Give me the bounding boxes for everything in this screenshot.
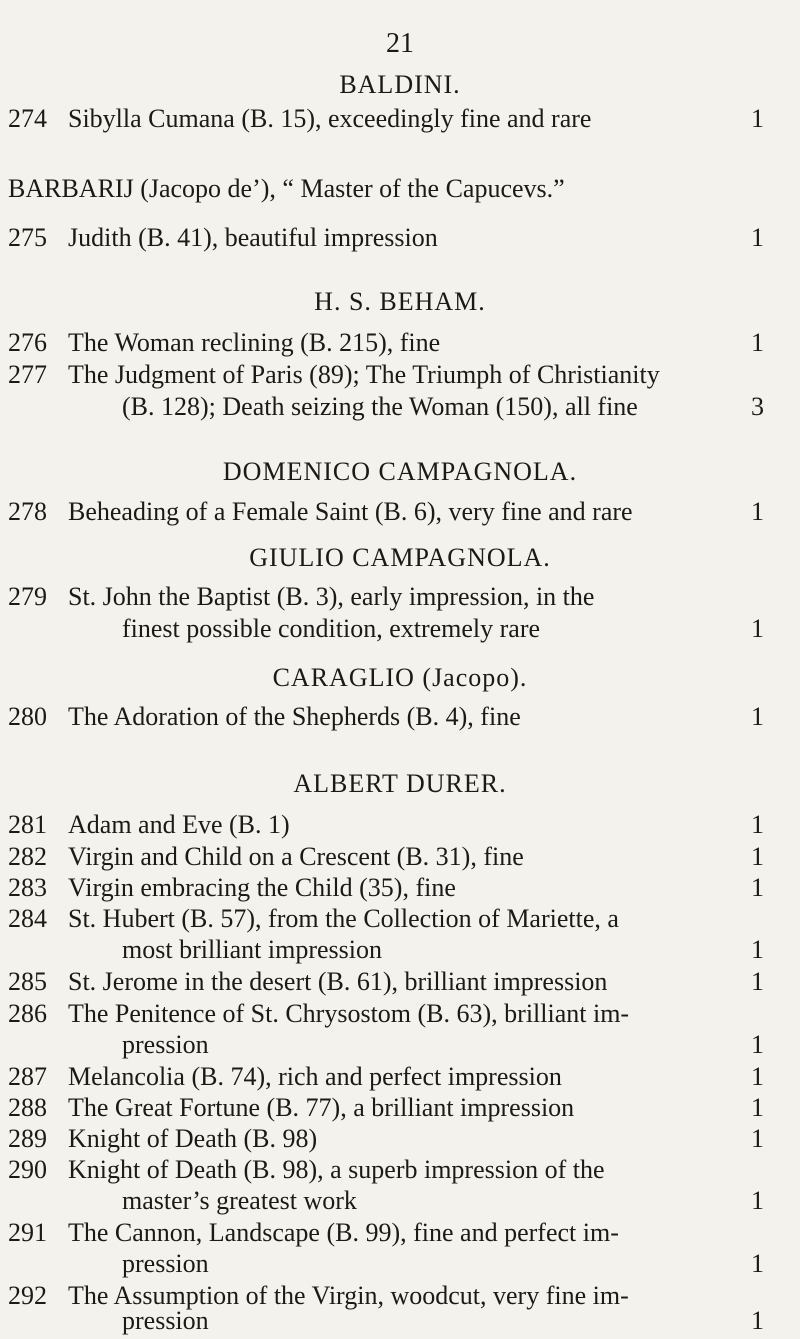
lot-number: 281	[8, 810, 47, 839]
lot-288	[0, 1093, 800, 1125]
lot-number: 283	[8, 873, 47, 902]
lot-description: (B. 128); Death seizing the Woman (150), all fine	[122, 392, 638, 421]
lot-number: 275	[8, 223, 47, 252]
lot-quantity: 1	[751, 1249, 764, 1278]
lot-292-continued	[0, 1306, 800, 1338]
lot-number: 292	[8, 1281, 47, 1310]
lot-284-continued	[0, 935, 800, 967]
section-heading-beham: H. S. BEHAM.	[314, 287, 486, 316]
lot-description: Virgin embracing the Child (35), fine	[68, 873, 456, 902]
lot-number: 285	[8, 967, 47, 996]
lot-description: The Judgment of Paris (89); The Triumph of Christianity	[68, 360, 660, 389]
lot-quantity: 1	[751, 614, 764, 643]
lot-number: 274	[8, 104, 47, 133]
lot-277	[0, 360, 800, 392]
section-heading-durer: ALBERT DURER.	[293, 769, 507, 798]
lot-description: Knight of Death (B. 98)	[68, 1124, 318, 1153]
lot-quantity: 1	[751, 497, 764, 526]
lot-description: Knight of Death (B. 98), a superb impression of the	[68, 1155, 605, 1184]
lot-number: 282	[8, 842, 47, 871]
page-number: 21	[386, 28, 414, 59]
lot-286	[0, 999, 800, 1031]
lot-number: 284	[8, 904, 47, 933]
lot-description: pression	[122, 1249, 209, 1278]
lot-quantity: 1	[751, 1062, 764, 1091]
lot-quantity: 1	[751, 935, 764, 964]
lot-quantity: 1	[751, 1186, 764, 1215]
lot-quantity: 1	[751, 967, 764, 996]
lot-description: The Assumption of the Virgin, woodcut, very fine im-	[68, 1281, 629, 1310]
lot-289	[0, 1124, 800, 1156]
lot-number: 276	[8, 328, 47, 357]
lot-number: 278	[8, 497, 47, 526]
lot-quantity: 1	[751, 223, 764, 252]
lot-291-continued	[0, 1249, 800, 1281]
lot-quantity: 1	[751, 810, 764, 839]
lot-number: 288	[8, 1093, 47, 1122]
lot-description: Virgin and Child on a Crescent (B. 31), fine	[68, 842, 524, 871]
lot-276	[0, 328, 800, 360]
section-heading-domenico-campagnola: DOMENICO CAMPAGNOLA.	[222, 457, 578, 486]
lot-283	[0, 873, 800, 905]
lot-description: Beheading of a Female Saint (B. 6), very fine and rare	[68, 497, 633, 526]
lot-277-continued	[0, 392, 800, 424]
lot-description: pression	[122, 1306, 209, 1335]
lot-quantity: 1	[751, 702, 764, 731]
lot-description: The Adoration of the Shepherds (B. 4), fine	[68, 702, 521, 731]
lot-279-continued	[0, 614, 800, 646]
section-heading-baldini: BALDINI.	[339, 70, 461, 99]
lot-290-continued	[0, 1186, 800, 1218]
lot-number: 290	[8, 1155, 47, 1184]
lot-287	[0, 1062, 800, 1094]
lot-281	[0, 810, 800, 842]
lot-description: St. Jerome in the desert (B. 61), brilliant impression	[68, 967, 608, 996]
lot-284	[0, 904, 800, 936]
lot-description: The Great Fortune (B. 77), a brilliant impression	[68, 1093, 575, 1122]
lot-286-continued	[0, 1030, 800, 1062]
section-heading-giulio-campagnola: GIULIO CAMPAGNOLA.	[249, 543, 551, 572]
lot-274	[0, 104, 800, 136]
barbarij-heading	[0, 174, 800, 206]
lot-number: 287	[8, 1062, 47, 1091]
lot-description: most brilliant impression	[122, 935, 382, 964]
lot-quantity: 3	[751, 392, 764, 421]
lot-285	[0, 967, 800, 999]
lot-278	[0, 497, 800, 529]
lot-quantity: 1	[751, 328, 764, 357]
lot-290	[0, 1155, 800, 1187]
lot-description: The Cannon, Landscape (B. 99), fine and perfect im-	[68, 1218, 619, 1247]
lot-quantity: 1	[751, 842, 764, 871]
lot-description: pression	[122, 1030, 209, 1059]
section-heading-barbarij: BARBARIJ (Jacopo de’), “ Master of the Capucevs.”	[8, 174, 565, 203]
lot-282	[0, 842, 800, 874]
lot-number: 280	[8, 702, 47, 731]
lot-quantity: 1	[751, 1093, 764, 1122]
lot-279	[0, 582, 800, 614]
lot-quantity: 1	[751, 104, 764, 133]
lot-description: The Woman reclining (B. 215), fine	[68, 328, 441, 357]
lot-description: Melancolia (B. 74), rich and perfect impression	[68, 1062, 562, 1091]
lot-description: Sibylla Cumana (B. 15), exceedingly fine and rare	[68, 104, 592, 133]
lot-number: 279	[8, 582, 47, 611]
lot-description: St. Hubert (B. 57), from the Collection of Mariette, a	[68, 904, 619, 933]
lot-quantity: 1	[751, 1030, 764, 1059]
lot-quantity: 1	[751, 873, 764, 902]
lot-description: The Penitence of St. Chrysostom (B. 63), brilliant im-	[68, 999, 630, 1028]
lot-number: 286	[8, 999, 47, 1028]
lot-280	[0, 702, 800, 734]
lot-275	[0, 223, 800, 255]
lot-291	[0, 1218, 800, 1250]
lot-number: 289	[8, 1124, 47, 1153]
lot-description: Adam and Eve (B. 1)	[68, 810, 290, 839]
lot-number: 277	[8, 360, 47, 389]
lot-description: Judith (B. 41), beautiful impression	[68, 223, 438, 252]
lot-quantity: 1	[751, 1124, 764, 1153]
lot-number: 291	[8, 1218, 47, 1247]
lot-description: St. John the Baptist (B. 3), early impression, in the	[68, 582, 595, 611]
lot-quantity: 1	[751, 1306, 764, 1335]
lot-description: master’s greatest work	[122, 1186, 357, 1215]
section-heading-caraglio: CARAGLIO (Jacopo).	[272, 663, 528, 692]
lot-description: finest possible condition, extremely rare	[122, 614, 541, 643]
